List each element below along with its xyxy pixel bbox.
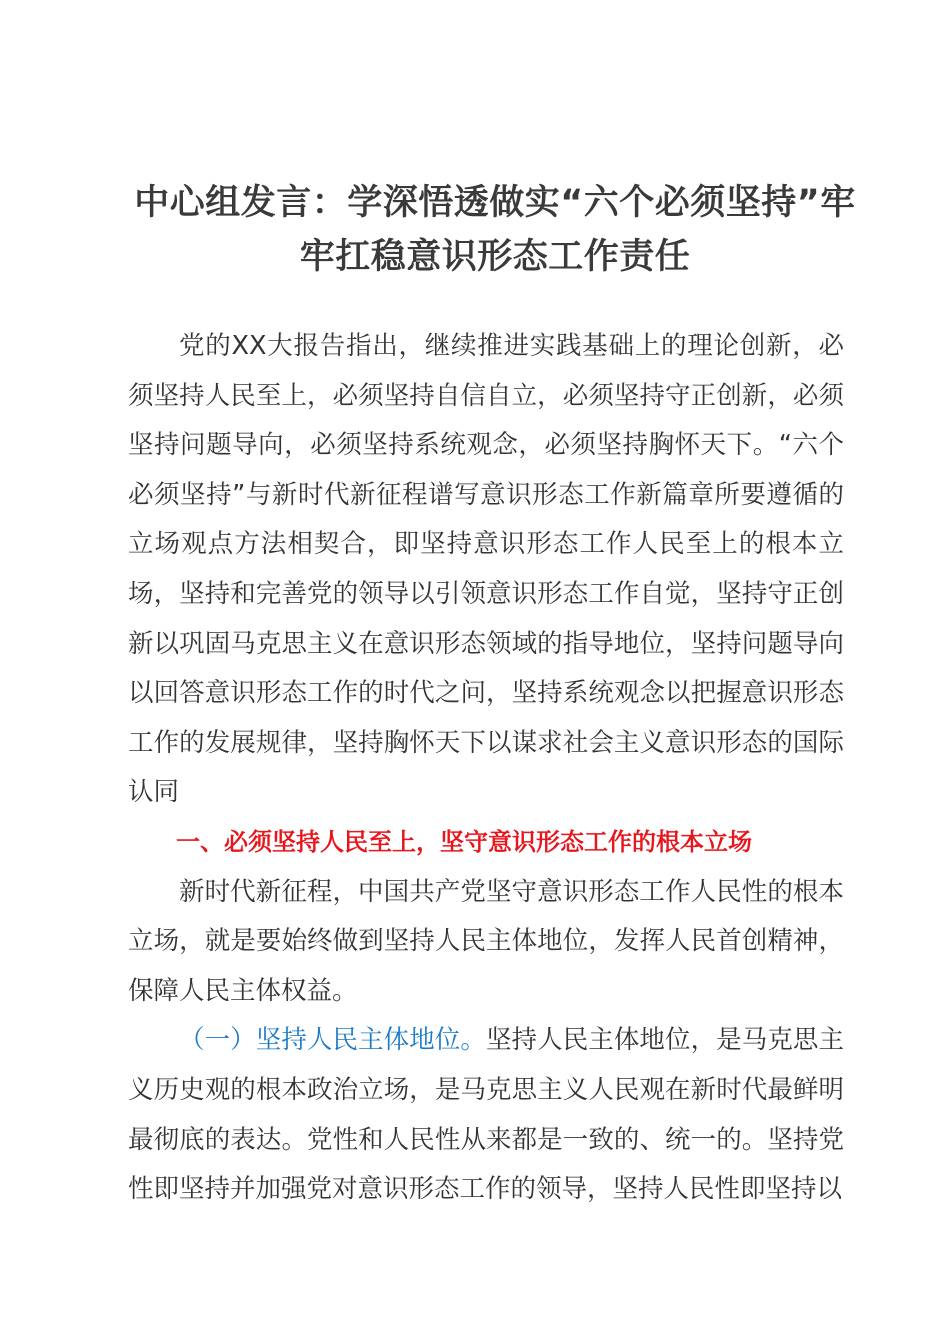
section-heading: 一、必须坚持人民至上，坚守意识形态工作的根本立场 <box>176 827 752 856</box>
section-paragraph: 新时代新征程，中国共产党坚守意识形态工作人民性的根本立场，就是要始终做到坚持人民主体地位，发挥人民首创精神，保障人民主体权益。 <box>128 876 844 1006</box>
subsection-paragraph <box>128 1016 844 1214</box>
document-body <box>128 322 844 1215</box>
document-title: 中心组发言：学深悟透做实“六个必须坚持”牢牢扛稳意识形态工作责任 <box>134 183 856 277</box>
intro-paragraph: 党的XX大报告指出，继续推进实践基础上的理论创新，必须坚持人民至上，必须坚持自信自立，必须坚持守正创新，必须坚持问题导向，必须坚持系统观念，必须坚持胸怀天下。“六个必须坚持”与新时代新征程谱写意识形态工作新篇章所要遵循的立场观点方法相契合，即坚持意识形态工作人民至上的根本立场，坚持和完善党的领导以引领意识形态工作自觉，坚持守正创新以巩固马克思主义在意识形态领域的指导地位，坚持问题导向以回答意识形态工作的时代之问，坚持系统观念以把握意识形态工作的发展规律，坚持胸怀天下以谋求社会主义意识形态的国际认同 <box>128 331 844 808</box>
subsection-text: 坚持人民主体地位，是马克思主义历史观的根本政治立场，是马克思主义人民观在新时代最鲜明最彻底的表达。党性和人民性从来都是一致的、统一的。坚持党性即坚持并加强党对意识形态工作的领导，坚持人民性即坚持以 <box>128 1025 844 1205</box>
subsection-heading: （一）坚持人民主体地位。 <box>179 1025 486 1056</box>
